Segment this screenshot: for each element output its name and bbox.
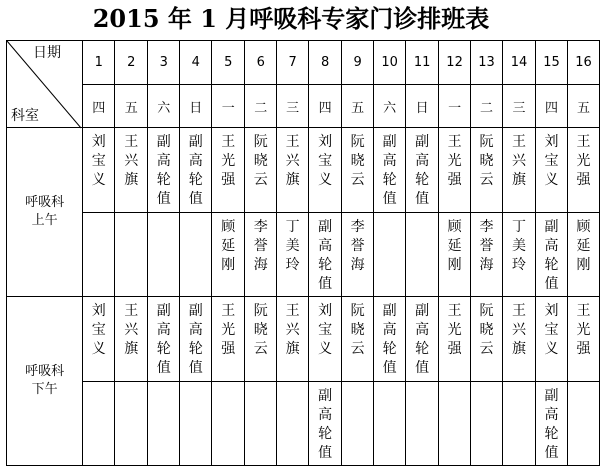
doctor-name: 顾 延 刚 [447, 219, 462, 273]
schedule-cell [471, 128, 503, 213]
doctor-name: 副 高 轮 值 [382, 134, 397, 207]
schedule-cell [406, 297, 439, 382]
doctor-name [148, 213, 179, 218]
schedule-cell [115, 128, 148, 213]
schedule-cell [503, 297, 536, 382]
doctor-name: 阮 晓 云 [253, 303, 268, 357]
schedule-cell [148, 297, 180, 382]
doctor-name: 阮 晓 云 [479, 303, 494, 357]
schedule-cell [568, 297, 600, 382]
date-cell: 16 [568, 41, 600, 85]
schedule-cell [83, 213, 115, 297]
doctor-name: 副 高 轮 值 [415, 134, 430, 207]
doctor-name: 李 誉 海 [253, 219, 268, 273]
section-dept-text: 呼吸科 [25, 195, 65, 210]
weekday-cell: 六 [148, 85, 180, 128]
doctor-name: 阮 晓 云 [350, 303, 365, 357]
schedule-cell [212, 382, 245, 466]
schedule-cell [439, 213, 471, 297]
schedule-cell [245, 382, 277, 466]
doctor-name [115, 213, 147, 218]
weekday-cell: 四 [309, 85, 342, 128]
schedule-cell [406, 128, 439, 213]
morning-section-label [7, 128, 83, 297]
weekday-cell: 三 [503, 85, 536, 128]
schedule-cell [148, 213, 180, 297]
date-cell: 9 [342, 41, 374, 85]
date-cell: 8 [309, 41, 342, 85]
afternoon-section-label [7, 297, 83, 466]
date-cell: 6 [245, 41, 277, 85]
schedule-cell [536, 128, 568, 213]
section-period-text: 下午 [31, 382, 58, 397]
schedule-cell [180, 382, 212, 466]
doctor-name [406, 382, 438, 387]
doctor-name: 王 光 强 [221, 303, 236, 357]
date-cell: 11 [406, 41, 439, 85]
afternoon-row-1 [7, 297, 600, 382]
doctor-name: 王 光 强 [576, 303, 591, 357]
schedule-cell [374, 128, 406, 213]
doctor-name [374, 213, 405, 218]
date-cell: 4 [180, 41, 212, 85]
doctor-name: 王 光 强 [576, 134, 591, 188]
schedule-cell [83, 297, 115, 382]
weekday-cell: 五 [342, 85, 374, 128]
schedule-cell [374, 297, 406, 382]
doctor-name: 副 高 轮 值 [156, 134, 171, 207]
date-row [7, 41, 600, 85]
morning-row-1 [7, 128, 600, 213]
schedule-cell [568, 213, 600, 297]
doctor-name: 王 兴 旗 [512, 303, 527, 357]
doctor-name: 副 高 轮 值 [544, 219, 559, 292]
doctor-name [406, 213, 438, 218]
weekday-cell: 五 [568, 85, 600, 128]
schedule-cell [342, 382, 374, 466]
doctor-name: 王 光 强 [447, 134, 462, 188]
schedule-cell [212, 297, 245, 382]
schedule-cell [439, 128, 471, 213]
doctor-name [277, 382, 308, 387]
doctor-name: 王 兴 旗 [124, 303, 139, 357]
date-cell: 1 [83, 41, 115, 85]
weekday-cell: 四 [536, 85, 568, 128]
schedule-cell [115, 213, 148, 297]
schedule-cell [212, 213, 245, 297]
doctor-name [439, 382, 470, 387]
schedule-table [6, 40, 600, 466]
schedule-cell [115, 297, 148, 382]
weekday-cell: 一 [212, 85, 245, 128]
doctor-name: 副 高 轮 值 [188, 303, 203, 376]
doctor-name: 王 光 强 [221, 134, 236, 188]
schedule-cell [471, 213, 503, 297]
doctor-name: 王 兴 旗 [285, 303, 300, 357]
date-cell: 12 [439, 41, 471, 85]
date-cell: 15 [536, 41, 568, 85]
weekday-cell: 三 [277, 85, 309, 128]
schedule-cell [536, 297, 568, 382]
date-cell: 10 [374, 41, 406, 85]
doctor-name: 刘 宝 义 [318, 134, 333, 188]
schedule-cell [309, 382, 342, 466]
doctor-name: 副 高 轮 值 [156, 303, 171, 376]
schedule-cell [180, 297, 212, 382]
doctor-name [245, 382, 276, 387]
doctor-name: 副 高 轮 值 [188, 134, 203, 207]
weekday-cell: 日 [406, 85, 439, 128]
schedule-cell [503, 382, 536, 466]
schedule-cell [374, 213, 406, 297]
date-cell: 7 [277, 41, 309, 85]
doctor-name [342, 382, 373, 387]
doctor-name: 顾 延 刚 [576, 219, 591, 273]
weekday-cell: 六 [374, 85, 406, 128]
schedule-cell [503, 128, 536, 213]
doctor-name: 丁 美 玲 [512, 219, 527, 273]
schedule-cell [471, 382, 503, 466]
schedule-cell [277, 213, 309, 297]
schedule-cell [342, 213, 374, 297]
doctor-name: 刘 宝 义 [91, 303, 106, 357]
doctor-name: 王 兴 旗 [512, 134, 527, 188]
date-cell: 13 [471, 41, 503, 85]
doctor-name: 副 高 轮 值 [544, 388, 559, 461]
weekday-cell: 四 [83, 85, 115, 128]
schedule-cell [245, 128, 277, 213]
doctor-name: 刘 宝 义 [544, 303, 559, 357]
schedule-cell [536, 382, 568, 466]
schedule-cell [180, 128, 212, 213]
doctor-name [568, 382, 599, 387]
schedule-cell [406, 382, 439, 466]
doctor-name: 李 誉 海 [350, 219, 365, 273]
schedule-cell [245, 213, 277, 297]
doctor-name [180, 382, 211, 387]
doctor-name: 王 兴 旗 [285, 134, 300, 188]
date-label: 日期 [33, 45, 61, 61]
section-dept-text: 呼吸科 [25, 364, 65, 379]
weekday-cell: 日 [180, 85, 212, 128]
date-cell: 14 [503, 41, 536, 85]
schedule-cell [568, 128, 600, 213]
doctor-name [471, 382, 502, 387]
schedule-cell [406, 213, 439, 297]
schedule-cell [309, 297, 342, 382]
date-cell: 2 [115, 41, 148, 85]
schedule-cell [471, 297, 503, 382]
doctor-name: 副 高 轮 值 [415, 303, 430, 376]
doctor-name: 副 高 轮 值 [318, 388, 333, 461]
doctor-name: 副 高 轮 值 [318, 219, 333, 292]
schedule-cell [277, 128, 309, 213]
schedule-cell [309, 213, 342, 297]
schedule-cell [342, 128, 374, 213]
schedule-cell [83, 128, 115, 213]
schedule-cell [180, 213, 212, 297]
doctor-name [115, 382, 147, 387]
doctor-name: 阮 晓 云 [479, 134, 494, 188]
weekday-row [7, 85, 600, 128]
doctor-name: 刘 宝 义 [544, 134, 559, 188]
doctor-name [374, 382, 405, 387]
doctor-name [83, 213, 114, 218]
doctor-name [148, 382, 179, 387]
afternoon-row-2 [7, 382, 600, 466]
doctor-name [212, 382, 244, 387]
page-title: 2015 年 1 月呼吸科专家门诊排班表 [92, 4, 490, 33]
schedule-cell [245, 297, 277, 382]
schedule-cell [212, 128, 245, 213]
schedule-cell [277, 297, 309, 382]
schedule-cell [83, 382, 115, 466]
weekday-cell: 二 [471, 85, 503, 128]
schedule-cell [536, 213, 568, 297]
doctor-name: 顾 延 刚 [221, 219, 236, 273]
header-corner-cell [7, 41, 83, 128]
date-cell: 3 [148, 41, 180, 85]
schedule-cell [342, 297, 374, 382]
doctor-name: 丁 美 玲 [285, 219, 300, 273]
doctor-name: 副 高 轮 值 [382, 303, 397, 376]
date-cell: 5 [212, 41, 245, 85]
dept-label: 科室 [11, 108, 39, 124]
schedule-cell [148, 382, 180, 466]
schedule-cell [115, 382, 148, 466]
schedule-cell [277, 382, 309, 466]
weekday-cell: 二 [245, 85, 277, 128]
schedule-cell [503, 213, 536, 297]
weekday-cell: 五 [115, 85, 148, 128]
doctor-name: 王 兴 旗 [124, 134, 139, 188]
weekday-cell: 一 [439, 85, 471, 128]
doctor-name [180, 213, 211, 218]
doctor-name [503, 382, 535, 387]
doctor-name: 阮 晓 云 [253, 134, 268, 188]
doctor-name: 王 光 强 [447, 303, 462, 357]
schedule-cell [439, 382, 471, 466]
schedule-cell [309, 128, 342, 213]
doctor-name: 刘 宝 义 [91, 134, 106, 188]
doctor-name [83, 382, 114, 387]
doctor-name: 刘 宝 义 [318, 303, 333, 357]
doctor-name: 李 誉 海 [479, 219, 494, 273]
schedule-cell [568, 382, 600, 466]
schedule-cell [374, 382, 406, 466]
doctor-name: 阮 晓 云 [350, 134, 365, 188]
section-period-text: 上午 [31, 213, 58, 228]
schedule-cell [439, 297, 471, 382]
schedule-cell [148, 128, 180, 213]
morning-row-2 [7, 213, 600, 297]
